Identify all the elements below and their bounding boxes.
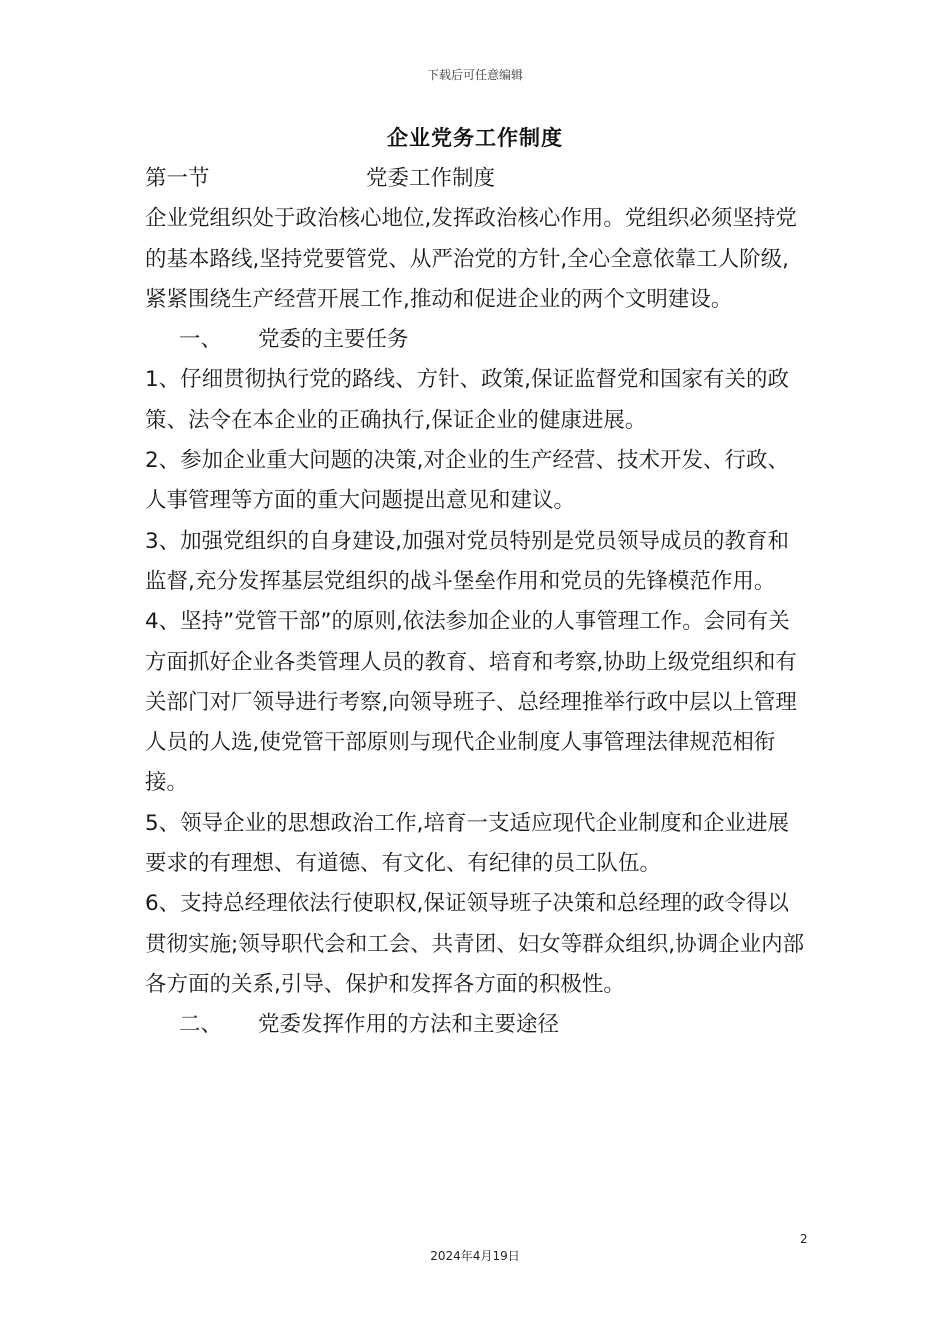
heading-methods [145,1005,807,1045]
list-item: 5、领导企业的思想政治工作,培育一支适应现代企业制度和企业进展要求的有理想、有道德、有文化、有纪律的员工队伍。 [145,810,790,877]
document-title: 企业党务工作制度 [387,126,563,150]
list-item: 3、加强党组织的自身建设,加强对党员特别是党员领导成员的教育和监督,充分发挥基层党组织的战斗堡垒作用和党员的先锋模范作用。 [145,528,790,594]
section-title: 党委工作制度 [366,166,496,191]
heading-text: 党委的主要任务 [258,327,409,353]
heading-text: 党委发挥作用的方法和主要途径 [258,1012,560,1038]
section-number: 第一节 [145,166,210,191]
footer-date: 2024年4月19日 [430,1249,520,1263]
intro-paragraph: 企业党组织处于政治核心地位,发挥政治核心作用。党组织必须坚持党的基本路线,坚持党要管党、从严治党的方针,全心全意依靠工人阶级,紧紧围绕生产经营开展工作,推动和促进企业的两个文明建设。 [145,206,797,312]
section-heading [145,159,807,199]
list-item: 2、参加企业重大问题的决策,对企业的生产经营、技术开发、行政、人事管理等方面的重大问题提出意见和建议。 [145,448,790,514]
page-number: 2 [800,1232,808,1246]
heading-number: 一、 [179,327,223,353]
heading-main-tasks [145,320,807,360]
heading-number: 二、 [179,1012,223,1038]
list-item: 1、仔细贯彻执行党的路线、方针、政策,保证监督党和国家有关的政策、法令在本企业的正确执行,保证企业的健康进展。 [145,367,790,433]
list-item: 4、坚持”党管干部”的原则,依法参加企业的人事管理工作。会同有关方面抓好企业各类管理人员的教育、培育和考察,协助上级党组织和有关部门对厂领导进行考察,向领导班子、总经理推举行政中层以上管理人员的人选,使党管干部原则与现代企业制度人事管理法律规范相衔接。 [145,609,797,796]
header-note: 下载后可任意编辑 [426,68,523,82]
list-item: 6、支持总经理依法行使职权,保证领导班子决策和总经理的政令得以贯彻实施;领导职代会和工会、共青团、妇女等群众组织,协调企业内部各方面的关系,引导、保护和发挥各方面的积极性。 [145,891,805,997]
document-body [145,159,807,1046]
